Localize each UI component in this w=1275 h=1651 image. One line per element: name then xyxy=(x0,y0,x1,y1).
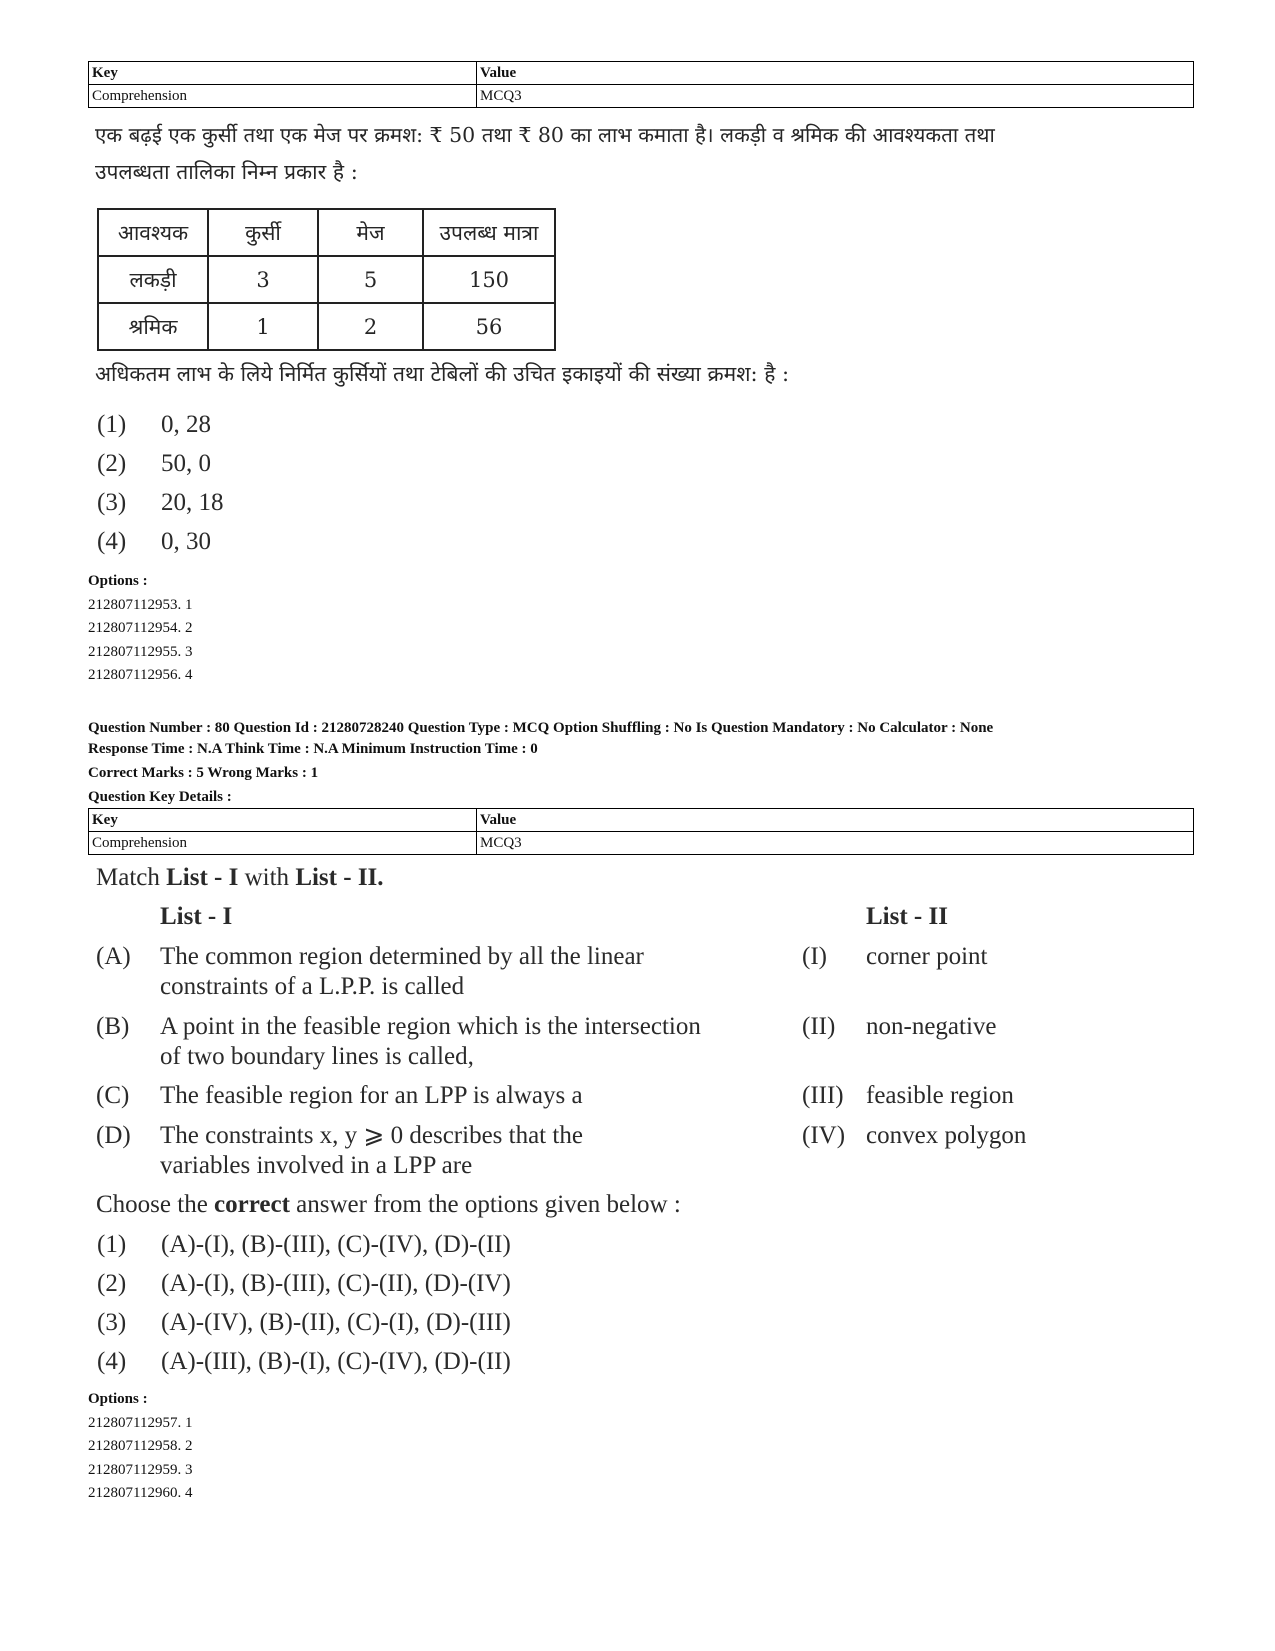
choice-text: (A)-(III), (B)-(I), (C)-(IV), (D)-(II) xyxy=(161,1348,511,1375)
choice-text: 50, 0 xyxy=(161,450,211,477)
list1-heading-text: List - I xyxy=(160,903,233,930)
options-label: Options : xyxy=(88,1391,148,1407)
list2-label: (IV) xyxy=(802,1122,846,1149)
list1-label: (C) xyxy=(96,1082,130,1109)
q79-options xyxy=(88,570,192,688)
table-header-cell: आवश्यक xyxy=(98,209,208,256)
q79-choice xyxy=(97,489,224,517)
list2-item: convex polygon xyxy=(866,1122,1027,1149)
option-id: 212807112954. 2 xyxy=(88,620,193,636)
table-cell: 1 xyxy=(208,303,318,350)
choice-text: (A)-(I), (B)-(III), (C)-(II), (D)-(IV) xyxy=(161,1270,511,1297)
list1-item-line: The feasible region for an LPP is always a xyxy=(160,1082,583,1109)
list1-label: (B) xyxy=(96,1013,130,1040)
table-cell: 150 xyxy=(423,256,555,303)
option-id: 212807112957. 1 xyxy=(88,1414,193,1431)
q79-choice xyxy=(97,411,211,439)
q79-stem-line2: उपलब्धता तालिका निम्न प्रकार है : xyxy=(95,160,358,184)
choice-number: (3) xyxy=(97,489,127,516)
table-cell: श्रमिक xyxy=(98,303,208,350)
choice-number: (4) xyxy=(97,528,127,555)
response-time-line: Response Time : N.A Think Time : N.A Minimum Instruction Time : 0 xyxy=(88,741,538,757)
list2-label: (III) xyxy=(802,1082,844,1109)
option-id: 212807112959. 3 xyxy=(88,1461,193,1478)
value-cell: MCQ3 xyxy=(477,832,1194,855)
q80-choice xyxy=(97,1231,511,1259)
question-key-table-q80 xyxy=(88,808,1194,855)
list2-item: corner point xyxy=(866,943,988,970)
choice-number: (1) xyxy=(97,411,127,438)
list1-heading xyxy=(160,902,232,932)
q79-choice xyxy=(97,528,211,556)
q80-choice xyxy=(97,1309,511,1337)
list1-item xyxy=(160,1121,583,1181)
q80-options xyxy=(88,1388,192,1506)
list2-heading xyxy=(866,902,948,932)
table-cell: 2 xyxy=(318,303,423,350)
list1-item xyxy=(160,1012,701,1072)
list1-item-line: The common region determined by all the linear xyxy=(160,943,644,970)
option-id: 212807112958. 2 xyxy=(88,1438,193,1454)
q80-meta xyxy=(88,718,993,808)
choice-text: (A)-(IV), (B)-(II), (C)-(I), (D)-(III) xyxy=(161,1309,511,1336)
option-id: 212807112956. 4 xyxy=(88,667,193,683)
option-id: 212807112960. 4 xyxy=(88,1485,193,1501)
list1-item-line: constraints of a L.P.P. is called xyxy=(160,973,465,1000)
choice-number: (1) xyxy=(97,1231,127,1258)
table-header-cell: उपलब्ध मात्रा xyxy=(423,209,555,256)
list2-item: feasible region xyxy=(866,1082,1014,1109)
list1-item xyxy=(160,942,644,1002)
list1-label: (D) xyxy=(96,1122,131,1149)
choice-number: (2) xyxy=(97,1270,127,1297)
list2-label: (II) xyxy=(802,1013,836,1040)
choice-text: 0, 30 xyxy=(161,528,211,555)
key-cell: Comprehension xyxy=(89,832,477,855)
match-instruction xyxy=(96,863,384,893)
options-label: Options : xyxy=(88,573,148,589)
requirement-table xyxy=(97,208,556,351)
choice-text: 0, 28 xyxy=(161,411,211,438)
choose-instruction xyxy=(96,1190,681,1220)
choose-bold-text: correct xyxy=(214,1191,290,1218)
table-cell: लकड़ी xyxy=(98,256,208,303)
list1-item-line: variables involved in a LPP are xyxy=(160,1152,473,1179)
table-header-cell: मेज xyxy=(318,209,423,256)
choice-text: 20, 18 xyxy=(161,489,224,516)
match-list2-text: List - II. xyxy=(295,864,384,891)
table-cell: 5 xyxy=(318,256,423,303)
list1-label: (A) xyxy=(96,943,131,970)
q79-stem-line1: एक बढ़ई एक कुर्सी तथा एक मेज पर क्रमश: ₹ 50 तथा ₹ 80 का लाभ कमाता है। लकड़ी व श्रमिक की आवश्यकता तथा xyxy=(95,123,995,147)
marks-line: Correct Marks : 5 Wrong Marks : 1 xyxy=(88,765,319,781)
value-header: Value xyxy=(477,62,1194,85)
choose-text: answer from the options given below : xyxy=(289,1191,681,1218)
key-header: Key xyxy=(89,62,477,85)
list2-heading-text: List - II xyxy=(866,903,948,930)
list2-label: (I) xyxy=(802,943,827,970)
list2-item: non-negative xyxy=(866,1013,997,1040)
q80-choice xyxy=(97,1270,511,1298)
key-header: Key xyxy=(89,809,477,832)
list1-item xyxy=(160,1081,583,1111)
table-cell: 3 xyxy=(208,256,318,303)
q79-choice xyxy=(97,450,211,478)
choice-text: (A)-(I), (B)-(III), (C)-(IV), (D)-(II) xyxy=(161,1231,511,1258)
match-text: with xyxy=(238,864,296,891)
list1-item-line: of two boundary lines is called, xyxy=(160,1043,474,1070)
table-header-cell: कुर्सी xyxy=(208,209,318,256)
choice-number: (4) xyxy=(97,1348,127,1375)
value-header: Value xyxy=(477,809,1194,832)
choose-text: Choose the xyxy=(96,1191,215,1218)
value-cell: MCQ3 xyxy=(477,85,1194,108)
key-details-label: Question Key Details : xyxy=(88,789,232,805)
key-cell: Comprehension xyxy=(89,85,477,108)
match-text: Match xyxy=(96,864,167,891)
option-id: 212807112953. 1 xyxy=(88,596,193,613)
list1-item-line: The constraints x, y ⩾ 0 describes that the xyxy=(160,1122,583,1149)
table-cell: 56 xyxy=(423,303,555,350)
choice-number: (3) xyxy=(97,1309,127,1336)
q80-choice xyxy=(97,1348,511,1376)
q79-question: अधिकतम लाभ के लिये निर्मित कुर्सियों तथा टेबिलों की उचित इकाइयों की संख्या क्रमश: है : xyxy=(95,362,790,386)
question-key-table-q79 xyxy=(88,61,1194,108)
question-meta-line: Question Number : 80 Question Id : 21280728240 Question Type : MCQ Option Shuffling : No Is Question Mandatory : No Calculator : None xyxy=(88,720,994,736)
list1-item-line: A point in the feasible region which is the intersection xyxy=(160,1013,701,1040)
q79-stem xyxy=(95,117,995,191)
choice-number: (2) xyxy=(97,450,127,477)
match-list1-text: List - I xyxy=(166,864,239,891)
option-id: 212807112955. 3 xyxy=(88,643,193,660)
